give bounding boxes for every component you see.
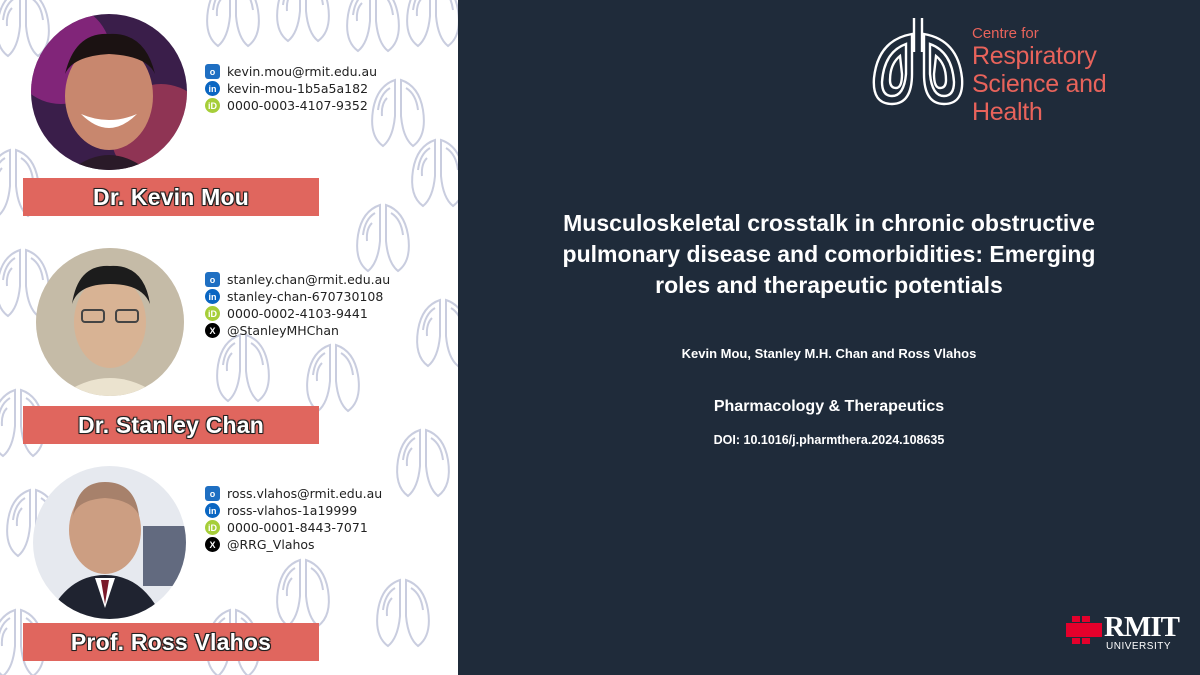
contact-x[interactable] [205,536,382,553]
paper-title [518,208,1140,301]
outlook-icon: o [205,64,220,79]
ross-vlahos-contacts [205,485,382,553]
linkedin-icon: in [205,81,220,96]
contact-email[interactable] [205,271,390,288]
contact-orcid[interactable] [205,305,390,322]
logo-line3: Science and Health [972,70,1107,126]
contact-text: ross.vlahos@rmit.edu.au [227,486,383,501]
linkedin-icon: in [205,503,220,518]
kevin-mou-photo [31,14,187,170]
crsh-logo-text [972,26,1178,126]
linkedin-icon: in [205,289,220,304]
contact-email[interactable] [205,63,377,80]
orcid-icon: iD [205,306,220,321]
contact-text: stanley-chan-670730108 [227,289,384,304]
crsh-logo [868,12,1178,126]
contact-email[interactable] [205,485,382,502]
contact-text: ross-vlahos-1a19999 [227,503,358,518]
logo-line2: Respiratory [972,42,1097,70]
rmit-university-label: UNIVERSITY [1106,641,1172,652]
paper-authors: Kevin Mou, Stanley M.H. Chan and Ross Vlahos [681,346,977,361]
contact-linkedin[interactable] [205,288,390,305]
contact-text: kevin-mou-1b5a5a182 [227,81,369,96]
contact-linkedin[interactable] [205,80,377,97]
contact-orcid[interactable] [205,97,377,114]
contact-text: 0000-0001-8443-7071 [227,520,368,535]
contact-text: 0000-0003-4107-9352 [227,98,368,113]
orcid-icon: iD [205,520,220,535]
contact-linkedin[interactable] [205,502,382,519]
kevin-mou-contacts [205,63,377,114]
paper-doi[interactable]: DOI: 10.1016/j.pharmthera.2024.108635 [713,433,945,447]
contact-text: @RRG_Vlahos [227,537,315,552]
paper-panel [458,0,1200,675]
speakers-panel [0,0,458,675]
outlook-icon: o [205,272,220,287]
rmit-logo [1066,611,1179,657]
x-icon: X [205,323,220,338]
kevin-mou-name: Dr. Kevin Mou [23,178,319,216]
paper-journal: Pharmacology & Therapeutics [713,398,945,415]
contact-text: 0000-0002-4103-9441 [227,306,368,321]
contact-text: kevin.mou@rmit.edu.au [227,64,378,79]
contact-text: @StanleyMHChan [227,323,339,338]
rmit-wordmark: RMIT [1104,611,1179,643]
x-icon: X [205,537,220,552]
title-line: roles and therapeutic potentials [655,272,1003,298]
ross-vlahos-name: Prof. Ross Vlahos [23,623,319,661]
contact-x[interactable] [205,322,390,339]
stanley-chan-name: Dr. Stanley Chan [23,406,319,444]
title-line: pulmonary disease and comorbidities: Emerging [562,241,1096,267]
lungs-fingerprint-icon [868,12,968,112]
stanley-chan-photo [36,248,184,396]
stanley-chan-contacts [205,271,390,339]
contact-orcid[interactable] [205,519,382,536]
title-line: Musculoskeletal crosstalk in chronic obstructive [563,210,1095,236]
orcid-icon: iD [205,98,220,113]
logo-line1: Centre for [972,25,1039,42]
ross-vlahos-photo [33,466,186,619]
outlook-icon: o [205,486,220,501]
rmit-pixel-icon [1066,616,1102,644]
contact-text: stanley.chan@rmit.edu.au [227,272,391,287]
